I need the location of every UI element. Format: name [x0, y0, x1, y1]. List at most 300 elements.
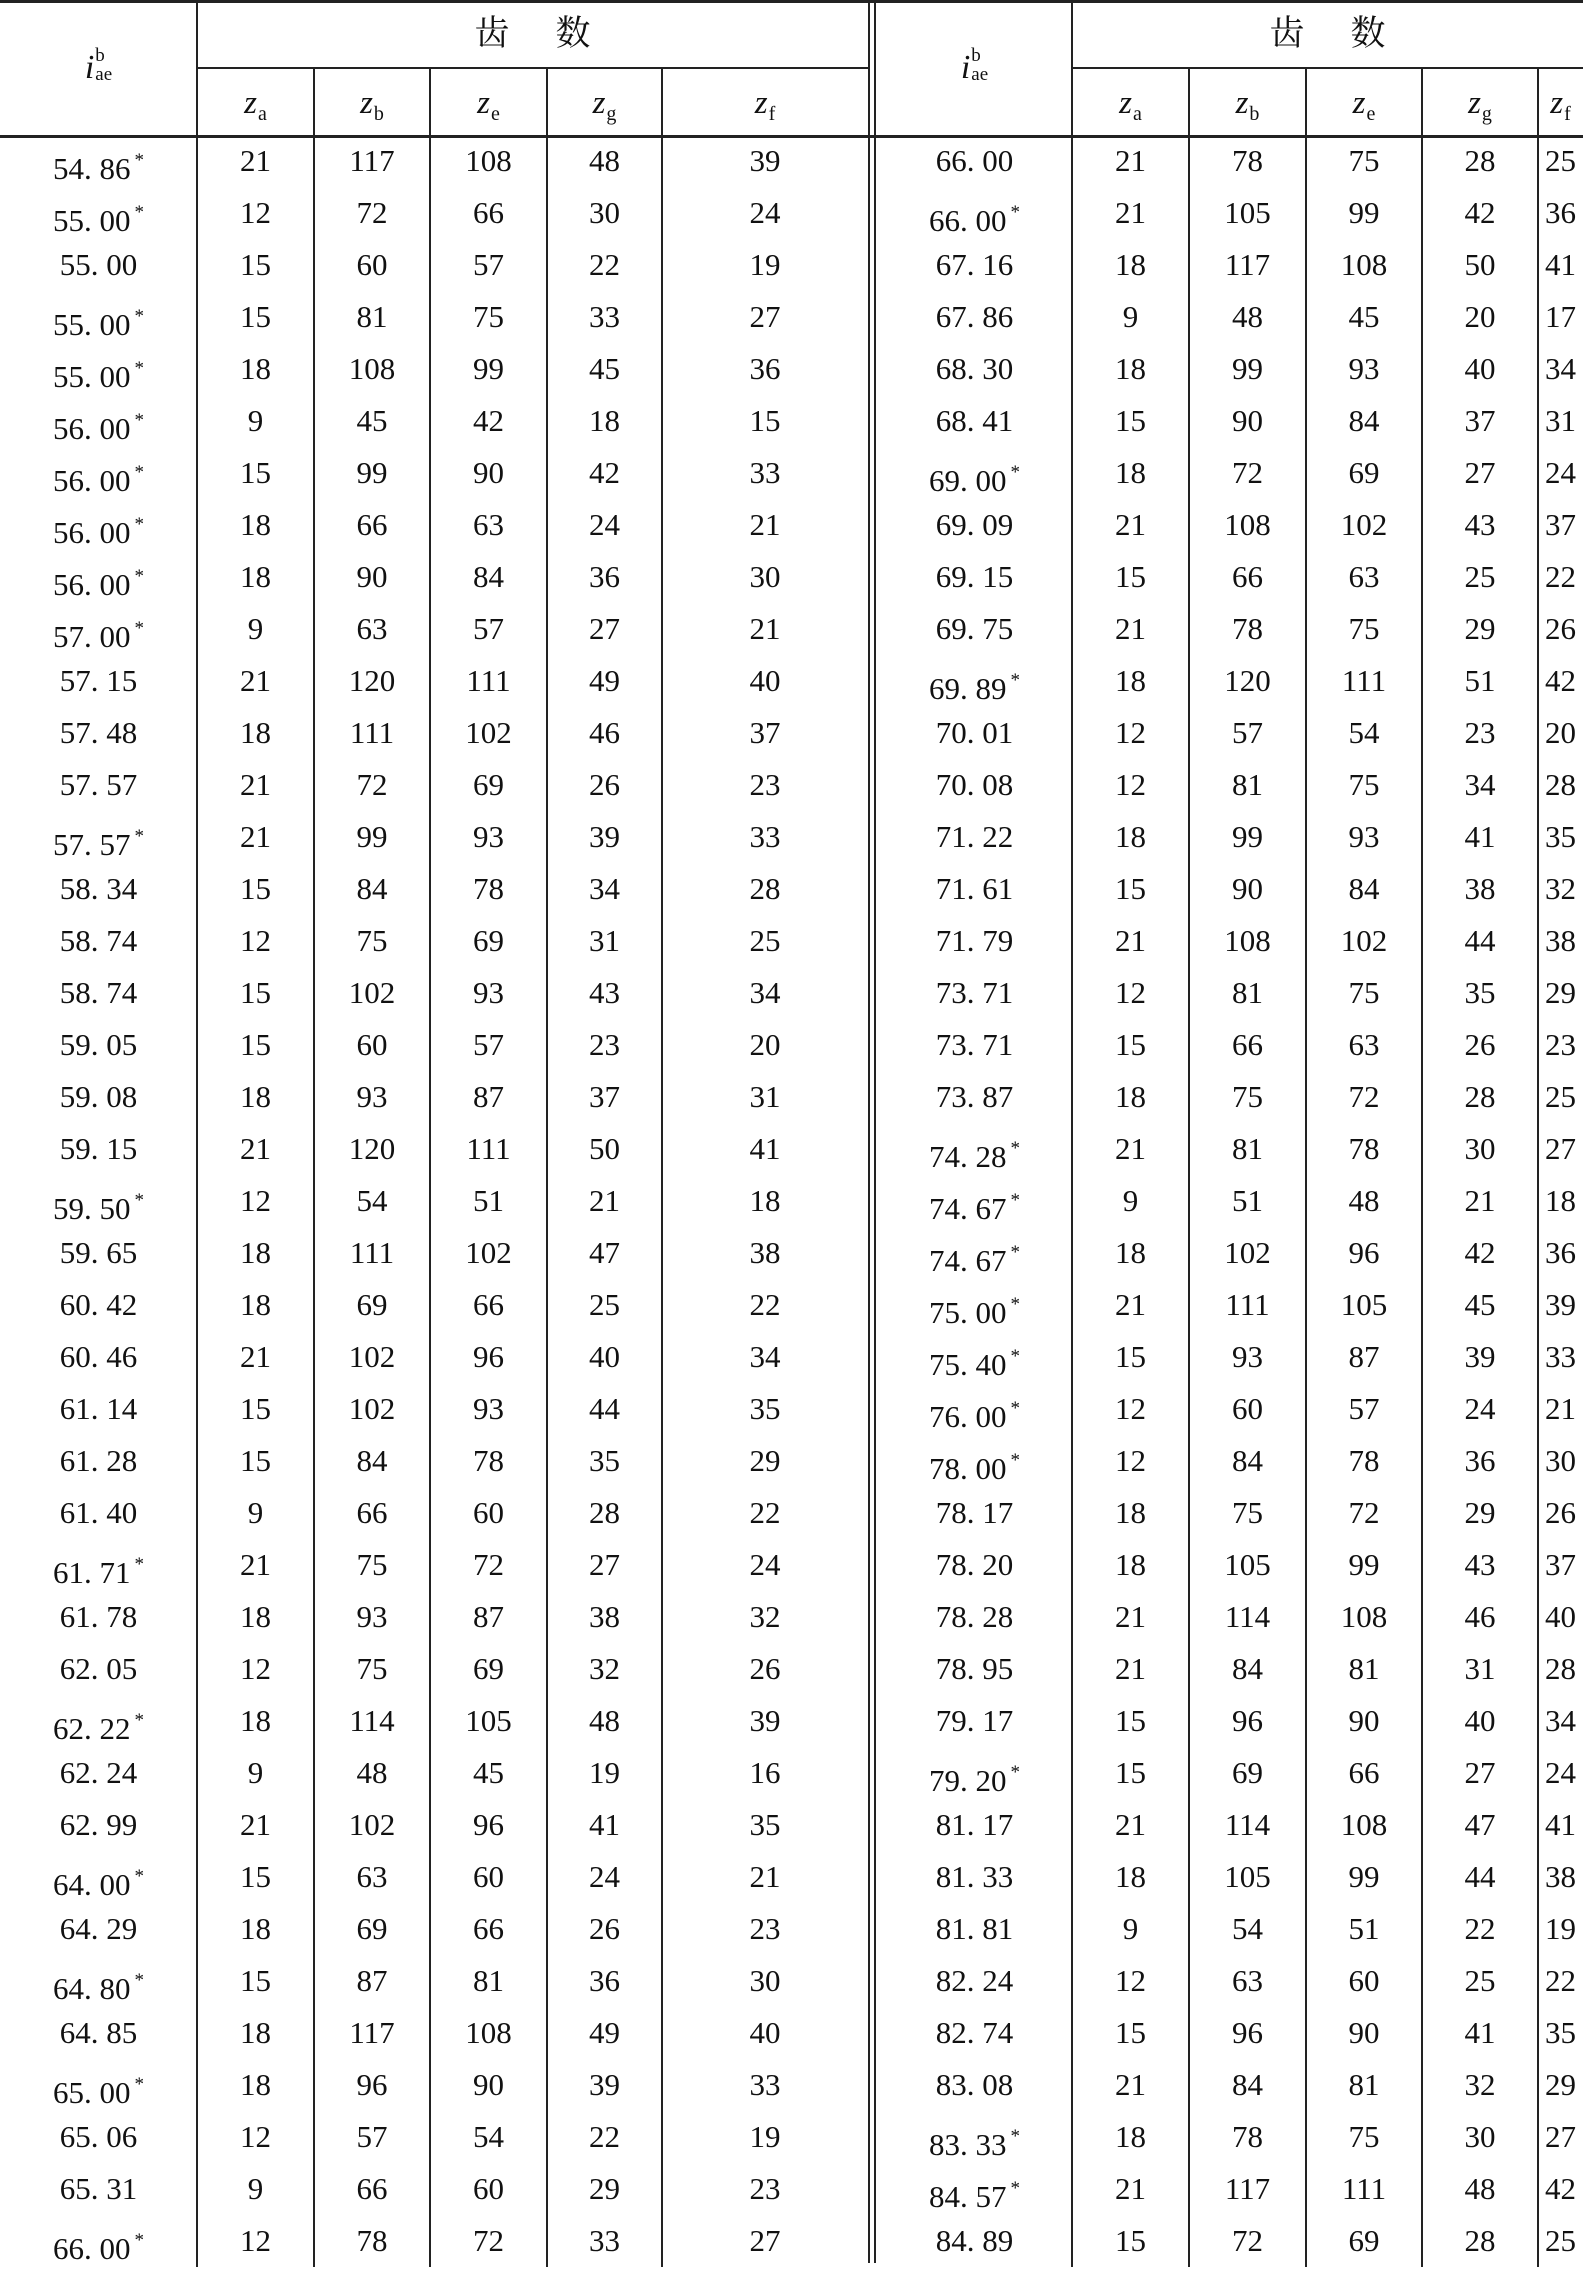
- column-symbol: z: [1119, 85, 1132, 121]
- left-ratio-cell: [0, 603, 197, 655]
- right-teeth-zb: 75: [1232, 1079, 1263, 1114]
- column-symbol: z: [477, 85, 490, 121]
- ratio-value: 70. 08: [935, 767, 1014, 802]
- right-teeth-ze: 108: [1340, 1807, 1388, 1842]
- ratio-value: 55. 00: [53, 359, 131, 394]
- left-teeth-ze: 96: [473, 1807, 504, 1842]
- right-teeth-zf: 25: [1545, 2223, 1576, 2258]
- right-teeth-zb: 90: [1232, 403, 1263, 438]
- preferred-mark: *: [134, 566, 144, 587]
- ratio-value: 69. 75: [935, 611, 1014, 646]
- right-teeth-zb: 96: [1232, 2015, 1263, 2050]
- right-teeth-ze: 63: [1348, 559, 1380, 594]
- right-teeth-zb: 72: [1232, 455, 1263, 490]
- ratio-value: 84. 57: [929, 2179, 1007, 2214]
- left-teeth-zg: 37: [589, 1079, 620, 1114]
- right-teeth-za: 21: [1115, 923, 1146, 958]
- right-teeth-zf: 42: [1545, 2171, 1576, 2206]
- left-teeth-ze: 90: [473, 455, 504, 490]
- preferred-mark: *: [1010, 1450, 1020, 1471]
- left-teeth-ze: 60: [473, 1495, 504, 1530]
- right-teeth-zf: 35: [1545, 819, 1576, 854]
- left-teeth-zg: 22: [589, 2119, 620, 2154]
- left-teeth-zf: 19: [749, 2119, 781, 2154]
- left-teeth-zf: 41: [749, 1131, 781, 1166]
- ratio-value: 73. 71: [935, 975, 1014, 1010]
- right-teeth-za: 12: [1115, 1391, 1146, 1426]
- left-teeth-ze: 72: [473, 2223, 504, 2258]
- left-teeth-zf: 34: [749, 975, 781, 1010]
- preferred-mark: *: [134, 2074, 144, 2095]
- right-ratio-cell: [877, 2215, 1072, 2267]
- right-teeth-zf: 25: [1545, 1079, 1576, 1114]
- right-teeth-zb: 66: [1232, 559, 1263, 594]
- left-teeth-zb: 69: [356, 1911, 388, 1946]
- right-teeth-zb: 99: [1232, 819, 1263, 854]
- right-ratio-cell: [877, 1071, 1072, 1123]
- right-teeth-zb: 99: [1232, 351, 1263, 386]
- right-ratio-cell: [877, 2163, 1072, 2215]
- left-ratio-cell: [0, 915, 197, 967]
- left-teeth-zb: 93: [356, 1079, 388, 1114]
- left-teeth-ze: 93: [473, 819, 504, 854]
- ratio-value: 65. 06: [59, 2119, 138, 2154]
- preferred-mark: *: [134, 1866, 144, 1887]
- left-teeth-zf: 30: [749, 559, 781, 594]
- left-teeth-zf: 40: [749, 2015, 781, 2050]
- right-teeth-zf: 21: [1545, 1391, 1576, 1426]
- right-teeth-za: 18: [1115, 1859, 1146, 1894]
- left-ratio-cell: [0, 2111, 197, 2163]
- ratio-value: 59. 08: [59, 1079, 138, 1114]
- left-teeth-zf: 28: [749, 871, 781, 906]
- left-teeth-ze: 66: [473, 195, 504, 230]
- left-teeth-zg: 26: [589, 767, 620, 802]
- right-teeth-ze: 75: [1348, 975, 1380, 1010]
- left-group-rule: [197, 67, 868, 69]
- left-teeth-zf: 21: [749, 507, 781, 542]
- ratio-value: 69. 00: [929, 463, 1007, 498]
- right-teeth-zb: 108: [1224, 923, 1271, 958]
- right-teeth-zg: 32: [1464, 2067, 1496, 2102]
- right-ratio-cell: [877, 447, 1072, 499]
- right-teeth-za: 15: [1115, 403, 1146, 438]
- right-teeth-zg: 43: [1464, 1547, 1496, 1582]
- left-teeth-zf: 23: [749, 767, 781, 802]
- right-teeth-zb: 75: [1232, 1495, 1263, 1530]
- right-ratio-cell: [877, 863, 1072, 915]
- left-teeth-zg: 42: [589, 455, 620, 490]
- right-teeth-zg: 28: [1464, 143, 1496, 178]
- right-teeth-zb: 84: [1232, 1651, 1263, 1686]
- ratio-value: 57. 57: [59, 767, 138, 802]
- right-teeth-zf: 38: [1545, 923, 1576, 958]
- right-teeth-ze: 99: [1348, 195, 1380, 230]
- left-teeth-zb: 84: [356, 871, 388, 906]
- right-teeth-zf: 19: [1545, 1911, 1576, 1946]
- left-teeth-zf: 40: [749, 663, 781, 698]
- ratio-value: 62. 24: [59, 1755, 138, 1790]
- right-ratio-cell: [877, 707, 1072, 759]
- left-teeth-zg: 49: [589, 663, 620, 698]
- ratio-value: 62. 22: [53, 1711, 131, 1746]
- right-teeth-zb: 51: [1232, 1183, 1263, 1218]
- left-ratio-cell: [0, 343, 197, 395]
- preferred-mark: *: [134, 306, 144, 327]
- right-teeth-zb: 66: [1232, 1027, 1263, 1062]
- left-teeth-zb: 48: [356, 1755, 388, 1790]
- right-teeth-zg: 41: [1464, 2015, 1496, 2050]
- left-teeth-ze: 69: [473, 1651, 504, 1686]
- right-teeth-zb: 105: [1224, 1547, 1271, 1582]
- right-teeth-zf: 28: [1545, 1651, 1576, 1686]
- ratio-value: 68. 30: [935, 351, 1014, 386]
- right-group-rule: [1072, 67, 1583, 69]
- right-teeth-ze: 66: [1348, 1755, 1380, 1790]
- right-teeth-zg: 42: [1464, 1235, 1496, 1270]
- right-ratio-cell: [877, 759, 1072, 811]
- left-teeth-zf: 24: [749, 195, 781, 230]
- left-teeth-zb: 84: [356, 1443, 388, 1478]
- preferred-mark: *: [1010, 1398, 1020, 1419]
- left-teeth-zg: 43: [589, 975, 620, 1010]
- left-teeth-ze: 84: [473, 559, 504, 594]
- right-ratio-cell: [877, 2007, 1072, 2059]
- preferred-mark: *: [134, 514, 144, 535]
- right-ratio-cell: [877, 1487, 1072, 1539]
- panel-divider-b: [874, 0, 876, 2263]
- right-teeth-zb: 114: [1224, 1599, 1271, 1634]
- left-teeth-zf: 23: [749, 2171, 781, 2206]
- right-col-header-ze: [1306, 73, 1422, 133]
- right-teeth-zb: 96: [1232, 1703, 1263, 1738]
- right-teeth-zg: 28: [1464, 2223, 1496, 2258]
- left-ratio-cell: [0, 2163, 197, 2215]
- right-teeth-ze: 69: [1348, 455, 1380, 490]
- column-subscript: g: [1481, 103, 1492, 125]
- right-ratio-cell: [877, 1903, 1072, 1955]
- left-teeth-zg: 30: [589, 195, 620, 230]
- left-teeth-za: 21: [240, 1131, 271, 1166]
- right-teeth-zf: 27: [1545, 2119, 1576, 2154]
- left-teeth-zb: 87: [356, 1963, 388, 1998]
- left-teeth-zf: 31: [749, 1079, 781, 1114]
- left-ratio-cell: [0, 395, 197, 447]
- right-teeth-za: 15: [1115, 2015, 1146, 2050]
- column-symbol: z: [1352, 85, 1366, 121]
- left-ratio-cell: [0, 239, 197, 291]
- left-ratio-cell: [0, 1799, 197, 1851]
- right-teeth-ze: 81: [1348, 1651, 1380, 1686]
- ratio-value: 60. 46: [59, 1339, 138, 1374]
- right-teeth-zg: 29: [1464, 1495, 1496, 1530]
- left-teeth-za: 18: [240, 507, 271, 542]
- left-teeth-zb: 66: [356, 507, 388, 542]
- right-teeth-ze: 78: [1348, 1443, 1380, 1478]
- right-teeth-zg: 20: [1464, 299, 1496, 334]
- right-teeth-zf: 25: [1545, 143, 1576, 178]
- left-teeth-zg: 40: [589, 1339, 620, 1374]
- left-teeth-zb: 102: [348, 1339, 396, 1374]
- left-teeth-za: 9: [247, 1495, 264, 1530]
- right-ratio-cell: [877, 1539, 1072, 1591]
- right-teeth-zg: 31: [1464, 1651, 1496, 1686]
- right-teeth-ze: 48: [1348, 1183, 1380, 1218]
- right-ratio-cell: [877, 1799, 1072, 1851]
- right-teeth-zf: 22: [1545, 1963, 1576, 1998]
- right-teeth-zg: 43: [1464, 507, 1496, 542]
- ratio-value: 81. 17: [935, 1807, 1014, 1842]
- preferred-mark: *: [1010, 1190, 1020, 1211]
- ratio-value: 70. 01: [935, 715, 1014, 750]
- left-teeth-zg: 49: [589, 2015, 620, 2050]
- ratio-superscript: b: [95, 45, 105, 66]
- right-ratio-cell: [877, 1019, 1072, 1071]
- left-teeth-za: 15: [240, 455, 271, 490]
- left-teeth-ze: 60: [473, 2171, 504, 2206]
- left-teeth-zg: 39: [589, 2067, 620, 2102]
- left-ratio-header: [0, 0, 197, 135]
- preferred-mark: *: [134, 202, 144, 223]
- preferred-mark: *: [134, 410, 144, 431]
- right-teeth-zf: 41: [1545, 1807, 1576, 1842]
- right-ratio-cell: [877, 1955, 1072, 2007]
- preferred-mark: *: [1010, 1138, 1020, 1159]
- right-ratio-cell: [877, 1591, 1072, 1643]
- left-teeth-zb: 99: [356, 819, 388, 854]
- left-teeth-za: 21: [240, 767, 271, 802]
- right-teeth-zb: 84: [1232, 2067, 1263, 2102]
- left-teeth-za: 15: [240, 975, 271, 1010]
- ratio-value: 73. 87: [935, 1079, 1014, 1114]
- right-ratio-cell: [877, 1227, 1072, 1279]
- right-teeth-za: 15: [1115, 871, 1146, 906]
- right-teeth-zf: 33: [1545, 1339, 1576, 1374]
- left-teeth-zf: 22: [749, 1495, 781, 1530]
- right-teeth-ze: 72: [1348, 1079, 1380, 1114]
- left-teeth-za: 21: [240, 1807, 271, 1842]
- right-teeth-zf: 35: [1545, 2015, 1576, 2050]
- left-col-header-za: [197, 73, 314, 133]
- right-ratio-cell: [877, 655, 1072, 707]
- right-teeth-ze: 105: [1340, 1287, 1388, 1322]
- ratio-scripts: [971, 46, 988, 84]
- ratio-value: 64. 29: [59, 1911, 138, 1946]
- preferred-mark: *: [134, 1970, 144, 1991]
- left-teeth-za: 21: [240, 819, 271, 854]
- right-col-header-zb: [1189, 73, 1306, 133]
- ratio-value: 78. 20: [935, 1547, 1014, 1582]
- ratio-value: 71. 61: [935, 871, 1014, 906]
- right-col-header-zg: [1422, 73, 1538, 133]
- right-teeth-zg: 27: [1464, 1755, 1496, 1790]
- right-teeth-ze: 90: [1348, 2015, 1380, 2050]
- left-teeth-za: 18: [240, 1235, 271, 1270]
- ratio-value: 82. 74: [935, 2015, 1014, 2050]
- preferred-mark: *: [134, 1190, 144, 1211]
- right-teeth-zg: 37: [1464, 403, 1496, 438]
- left-teeth-zb: 117: [349, 2015, 395, 2050]
- preferred-mark: *: [134, 1554, 144, 1575]
- left-teeth-ze: 45: [473, 1755, 504, 1790]
- right-teeth-zf: 34: [1545, 1703, 1576, 1738]
- left-teeth-zf: 22: [749, 1287, 781, 1322]
- right-teeth-ze: 54: [1348, 715, 1380, 750]
- right-teeth-za: 21: [1115, 507, 1146, 542]
- ratio-value: 74. 67: [929, 1243, 1007, 1278]
- ratio-value: 83. 08: [935, 2067, 1014, 2102]
- right-teeth-zf: 29: [1545, 2067, 1576, 2102]
- right-teeth-zg: 44: [1464, 923, 1496, 958]
- right-teeth-za: 18: [1115, 351, 1146, 386]
- left-teeth-zf: 24: [749, 1547, 781, 1582]
- left-teeth-za: 12: [240, 195, 271, 230]
- ratio-value: 61. 78: [59, 1599, 138, 1634]
- ratio-subscript: ae: [971, 64, 989, 85]
- right-teeth-zg: 46: [1464, 1599, 1496, 1634]
- right-teeth-za: 9: [1122, 1183, 1139, 1218]
- ratio-value: 65. 00: [53, 2075, 131, 2110]
- left-teeth-za: 12: [240, 1651, 271, 1686]
- right-teeth-za: 12: [1115, 767, 1146, 802]
- left-teeth-za: 18: [240, 1703, 271, 1738]
- left-teeth-za: 18: [240, 351, 271, 386]
- left-teeth-ze: 108: [465, 143, 512, 178]
- left-teeth-zb: 90: [356, 559, 388, 594]
- right-ratio-cell: [877, 1175, 1072, 1227]
- left-teeth-za: 15: [240, 871, 271, 906]
- left-ratio-cell: [0, 1747, 197, 1799]
- right-teeth-za: 15: [1115, 1703, 1146, 1738]
- right-ratio-cell: [877, 1643, 1072, 1695]
- ratio-value: 61. 71: [53, 1555, 131, 1590]
- right-teeth-zb: 81: [1232, 767, 1263, 802]
- right-teeth-ze: 84: [1348, 871, 1380, 906]
- ratio-value: 62. 05: [59, 1651, 138, 1686]
- ratio-value: 75. 40: [929, 1347, 1007, 1382]
- right-teeth-zf: 18: [1545, 1183, 1576, 1218]
- left-teeth-zb: 96: [356, 2067, 388, 2102]
- left-ratio-cell: [0, 1539, 197, 1591]
- left-teeth-zf: 35: [749, 1807, 781, 1842]
- right-teeth-za: 15: [1115, 1755, 1146, 1790]
- ratio-value: 57. 00: [53, 619, 131, 654]
- ratio-value: 58. 34: [59, 871, 138, 906]
- left-ratio-cell: [0, 1227, 197, 1279]
- right-teeth-ze: 60: [1348, 1963, 1380, 1998]
- right-teeth-zf: 36: [1545, 195, 1576, 230]
- right-teeth-zf: 26: [1545, 611, 1576, 646]
- left-teeth-ze: 78: [473, 871, 504, 906]
- right-col-header-zf: [1538, 73, 1583, 133]
- left-teeth-zg: 22: [589, 247, 620, 282]
- right-ratio-cell: [877, 395, 1072, 447]
- column-subscript: a: [257, 103, 267, 125]
- left-teeth-zg: 41: [589, 1807, 620, 1842]
- ratio-value: 69. 89: [929, 671, 1007, 706]
- right-ratio-cell: [877, 1123, 1072, 1175]
- ratio-value: 73. 71: [935, 1027, 1014, 1062]
- right-teeth-zg: 45: [1464, 1287, 1496, 1322]
- right-ratio-cell: [877, 551, 1072, 603]
- left-teeth-ze: 75: [473, 299, 504, 334]
- right-teeth-za: 18: [1115, 247, 1146, 282]
- left-ratio-cell: [0, 1591, 197, 1643]
- preferred-mark: *: [1010, 1294, 1020, 1315]
- left-teeth-zf: 39: [749, 1703, 781, 1738]
- preferred-mark: *: [134, 150, 144, 171]
- column-subscript: g: [606, 103, 617, 125]
- right-ratio-cell: [877, 187, 1072, 239]
- left-teeth-zb: 45: [356, 403, 388, 438]
- right-teeth-za: 21: [1115, 2171, 1146, 2206]
- left-teeth-zf: 36: [749, 351, 781, 386]
- left-teeth-zb: 75: [356, 1651, 388, 1686]
- left-teeth-za: 15: [240, 1963, 271, 1998]
- ratio-value: 79. 17: [935, 1703, 1014, 1738]
- left-ratio-cell: [0, 863, 197, 915]
- left-ratio-cell: [0, 1123, 197, 1175]
- right-ratio-cell: [877, 343, 1072, 395]
- right-teeth-za: 18: [1115, 2119, 1146, 2154]
- left-teeth-zb: 114: [349, 1703, 395, 1738]
- right-teeth-ze: 57: [1348, 1391, 1380, 1426]
- left-teeth-zg: 50: [589, 1131, 620, 1166]
- left-teeth-za: 9: [247, 1755, 264, 1790]
- right-teeth-za: 12: [1115, 1443, 1146, 1478]
- ratio-value: 55. 00: [59, 247, 138, 282]
- right-teeth-za: 12: [1115, 1963, 1146, 1998]
- left-ratio-cell: [0, 551, 197, 603]
- right-teeth-ze: 75: [1348, 143, 1380, 178]
- left-ratio-cell: [0, 2215, 197, 2267]
- right-teeth-za: 18: [1115, 1235, 1146, 1270]
- right-teeth-zf: 42: [1545, 663, 1576, 698]
- ratio-value: 69. 09: [935, 507, 1014, 542]
- left-teeth-za: 15: [240, 1391, 271, 1426]
- right-teeth-zb: 90: [1232, 871, 1263, 906]
- left-teeth-ze: 105: [465, 1703, 512, 1738]
- left-teeth-zb: 60: [356, 247, 388, 282]
- left-teeth-zg: 25: [589, 1287, 620, 1322]
- left-teeth-zg: 24: [589, 1859, 620, 1894]
- right-ratio-cell: [877, 811, 1072, 863]
- left-teeth-ze: 57: [473, 1027, 504, 1062]
- left-ratio-cell: [0, 1695, 197, 1747]
- left-teeth-zb: 102: [348, 1807, 396, 1842]
- right-teeth-ze: 99: [1348, 1859, 1380, 1894]
- right-teeth-zb: 78: [1232, 611, 1263, 646]
- right-teeth-zf: 28: [1545, 767, 1576, 802]
- right-teeth-zg: 38: [1464, 871, 1496, 906]
- right-teeth-za: 21: [1115, 1131, 1146, 1166]
- preferred-mark: *: [1010, 1242, 1020, 1263]
- left-teeth-zb: 120: [348, 663, 396, 698]
- left-teeth-zf: 32: [749, 1599, 781, 1634]
- right-teeth-zf: 27: [1545, 1131, 1576, 1166]
- ratio-superscript: b: [971, 45, 981, 66]
- column-subscript: e: [490, 103, 500, 125]
- left-teeth-zg: 48: [589, 143, 620, 178]
- ratio-value: 67. 86: [935, 299, 1014, 334]
- right-teeth-zf: 22: [1545, 559, 1576, 594]
- ratio-subscript: ae: [95, 64, 113, 85]
- right-teeth-zg: 40: [1464, 1703, 1496, 1738]
- right-ratio-cell: [877, 2111, 1072, 2163]
- right-ratio-cell: [877, 1279, 1072, 1331]
- left-teeth-za: 21: [240, 663, 271, 698]
- right-teeth-zb: 114: [1224, 1807, 1271, 1842]
